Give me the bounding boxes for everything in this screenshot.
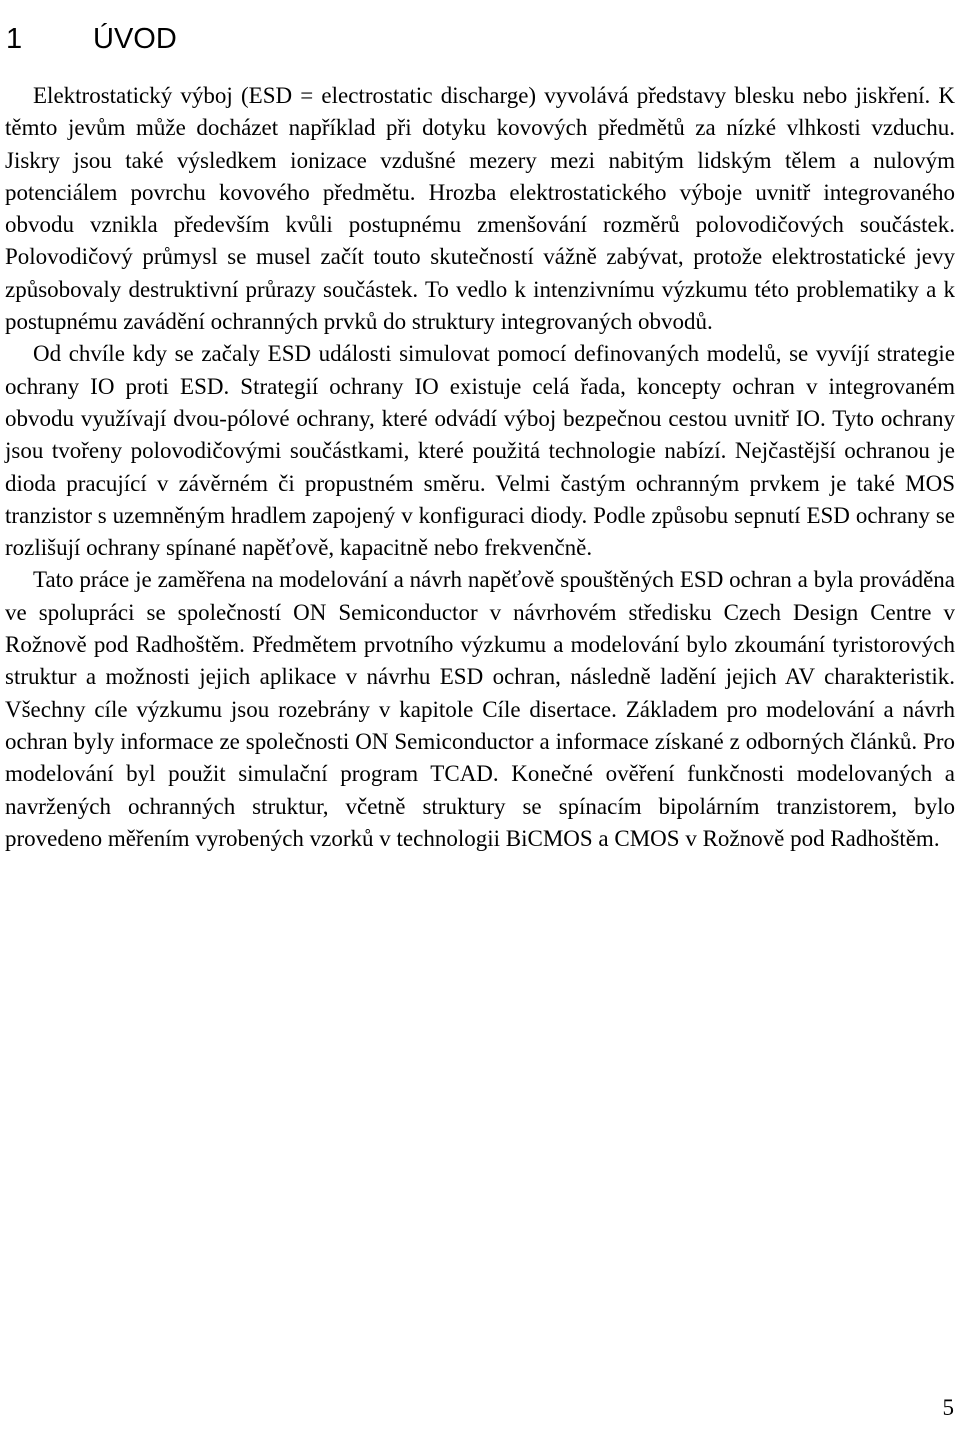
section-number: 1 [6, 23, 23, 56]
body-text [5, 80, 955, 855]
paragraph-1: Elektrostatický výboj (ESD = electrostatic discharge) vyvolává představy blesku nebo jiskření. K těmto jevům může docházet například při dotyku kovových předmětů za nízké vlhkosti vzduchu. Jiskry jsou také výsledkem ionizace vzdušné mezery mezi nabitým lidským tělem a nulovým potenciálem povrchu kovového předmětu. Hrozba elektrostatického výboje uvnitř integrovaného obvodu vznikla především kvůli postupnému zmenšování rozměrů polovodičových součástek. Polovodičový průmysl se musel začít touto skutečností vážně zabývat, protože elektrostatické jevy způsobovaly destruktivní průrazy součástek. To vedlo k intenzivnímu výzkumu této problematiky a k postupnému zavádění ochranných prvků do struktury integrovaných obvodů. [5, 83, 955, 335]
section-heading [0, 19, 177, 59]
paragraph-2: Od chvíle kdy se začaly ESD události simulovat pomocí definovaných modelů, se vyvíjí strategie ochrany IO proti ESD. Strategií ochrany IO existuje celá řada, koncepty ochran v integrovaném obvodu využívají dvou-pólové ochrany, které odvádí výboj bezpečnou cestou uvnitř IO. Tyto ochrany jsou tvořeny polovodičovými součástkami, které použitá technologie nabízí. Nejčastější ochranou je dioda pracující v závěrném či propustném směru. Velmi častým ochranným prvkem je také MOS tranzistor s uzemněným hradlem zapojený v konfiguraci diody. Podle způsobu sepnutí ESD ochrany se rozlišují ochrany spínané napěťově, kapacitně nebo frekvenčně. [5, 341, 955, 561]
section-title: ÚVOD [93, 23, 177, 56]
paragraph-3: Tato práce je zaměřena na modelování a návrh napěťově spouštěných ESD ochran a byla prováděna ve spolupráci se společností ON Semiconductor v návrhovém středisku Czech Design Centre v Rožnově pod Radhoštěm. Předmětem prvotního výzkumu a modelování bylo zkoumání tyristorových struktur a možnosti jejich aplikace v návrhu ESD ochran, následně ladění jejich AV charakteristik. Všechny cíle výzkumu jsou rozebrány v kapitole Cíle disertace. Základem pro modelování a návrh ochran byly informace ze společnosti ON Semiconductor a informace získané z odborných článků. Pro modelování byl použit simulační program TCAD. Konečné ověření funkčnosti modelovaných a navržených ochranných struktur, včetně struktury se spínacím bipolárním tranzistorem, bylo provedeno měřením vyrobených vzorků v technologii BiCMOS a CMOS v Rožnově pod Radhoštěm. [5, 567, 955, 851]
page-number: 5 [942, 1395, 954, 1420]
